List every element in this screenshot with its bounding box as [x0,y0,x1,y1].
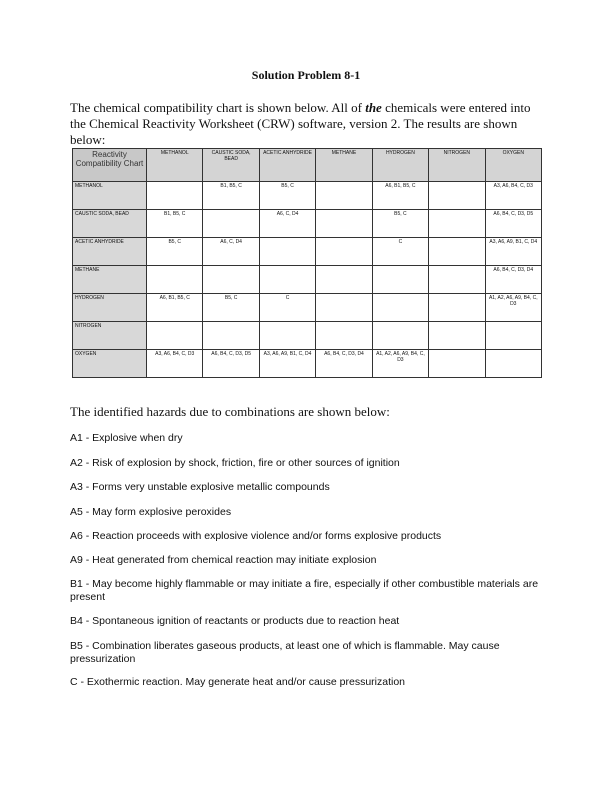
chart-cell [316,210,372,238]
chart-cell [203,210,259,238]
chart-row [73,210,542,238]
chart-cell: C [259,294,315,322]
hazard-item: A2 - Risk of explosion by shock, friction, fire or other sources of ignition [70,457,400,469]
chart-column-header: HYDROGEN [372,149,428,182]
chart-cell [259,266,315,294]
chart-row-header: OXYGEN [73,350,147,378]
chart-cell: C [372,238,428,266]
hazard-item: A3 - Forms very unstable explosive metallic compounds [70,481,330,493]
chart-cell [429,294,485,322]
chart-cell [316,266,372,294]
chart-cell: B5, C [372,210,428,238]
chart-row-header: HYDROGEN [73,294,147,322]
chart-cell [429,238,485,266]
chart-column-header: OXYGEN [485,149,541,182]
chart-row-header: METHANE [73,266,147,294]
chart-cell [316,322,372,350]
chart-cell: A6, B4, C, D3, D5 [485,210,541,238]
chart-cell [203,322,259,350]
chart-row-header: METHANOL [73,182,147,210]
chart-cell [316,182,372,210]
chart-cell [429,322,485,350]
chart-cell: A3, A6, A9, B1, C, D4 [259,350,315,378]
chart-cell [316,238,372,266]
chart-row [73,294,542,322]
chart-cell: A1, A2, A6, A9, B4, C, D3 [372,350,428,378]
chart-cell: A3, A6, B4, C, D3 [485,182,541,210]
chart-cell [147,322,203,350]
chart-cell: A3, A6, A9, B1, C, D4 [485,238,541,266]
chart-header-row [73,149,542,182]
intro-paragraph [70,100,540,148]
chart-cell: A6, C, D4 [203,238,259,266]
chart-cell: B1, B5, C [147,210,203,238]
chart-row-header: CAUSTIC SODA, BEAD [73,210,147,238]
chart-cell: A6, B4, C, D3, D4 [485,266,541,294]
chart-cell: B5, C [259,182,315,210]
chart-row-header: ACETIC ANHYDRIDE [73,238,147,266]
chart-row [73,350,542,378]
chart-cell [203,266,259,294]
chart-cell [485,322,541,350]
hazard-item: B1 - May become highly flammable or may initiate a fire, especially if other combustible materials are present [70,578,539,603]
chart-cell: B5, C [147,238,203,266]
chart-column-header: CAUSTIC SODA, BEAD [203,149,259,182]
hazard-item: A6 - Reaction proceeds with explosive violence and/or forms explosive products [70,530,442,542]
chart-body [73,182,542,378]
hazard-item: C - Exothermic reaction. May generate heat and/or cause pressurization [70,676,406,688]
chart-cell [147,266,203,294]
chart-cell: A6, C, D4 [259,210,315,238]
chart-column-header: ACETIC ANHYDRIDE [259,149,315,182]
hazard-item: A5 - May form explosive peroxides [70,506,232,518]
intro-emphasis: the [365,100,382,115]
hazard-item: B4 - Spontaneous ignition of reactants or products due to reaction heat [70,615,400,627]
chart-cell: A1, A2, A6, A9, B4, C, D3 [485,294,541,322]
chart-cell [429,350,485,378]
chart-cell [372,266,428,294]
chart-cell: A6, B1, B5, C [147,294,203,322]
chart-cell: A6, B1, B5, C [372,182,428,210]
chart-cell [372,294,428,322]
chart-cell: A3, A6, B4, C, D3 [147,350,203,378]
hazard-item: A9 - Heat generated from chemical reaction may initiate explosion [70,554,377,566]
chart-cell [429,182,485,210]
chart-cell [259,238,315,266]
intro-text-1: The chemical compatibility chart is shown below. All of [70,100,366,115]
chart-column-header: NITROGEN [429,149,485,182]
hazard-item: A1 - Explosive when dry [70,432,183,444]
chart-column-header: METHANOL [147,149,203,182]
reactivity-compatibility-chart [72,148,542,378]
chart-corner-label: Reactivity Compatibility Chart [73,149,147,182]
chart-cell [316,294,372,322]
page-title: Solution Problem 8-1 [251,68,361,82]
chart-cell [429,210,485,238]
chart-row [73,322,542,350]
hazards-intro: The identified hazards due to combinations are shown below: [70,404,390,419]
chart-cell [485,350,541,378]
chart-cell: A6, B4, C, D3, D4 [316,350,372,378]
chart-cell: B1, B5, C [203,182,259,210]
chart-cell [259,322,315,350]
chart-row [73,238,542,266]
chart-row-header: NITROGEN [73,322,147,350]
chart-cell [147,182,203,210]
chart-row [73,266,542,294]
chart-cell: B5, C [203,294,259,322]
chart-cell: A6, B4, C, D3, D5 [203,350,259,378]
chart-cell [429,266,485,294]
chart-row [73,182,542,210]
chart-column-header: METHANE [316,149,372,182]
hazard-item: B5 - Combination liberates gaseous products, at least one of which is flammable. May cause pressurization [70,640,500,665]
chart-cell [372,322,428,350]
intro-text-2: chemicals were entered into the Chemical Reactivity Worksheet (CRW) software, version 2. The results are shown below: [70,100,531,147]
